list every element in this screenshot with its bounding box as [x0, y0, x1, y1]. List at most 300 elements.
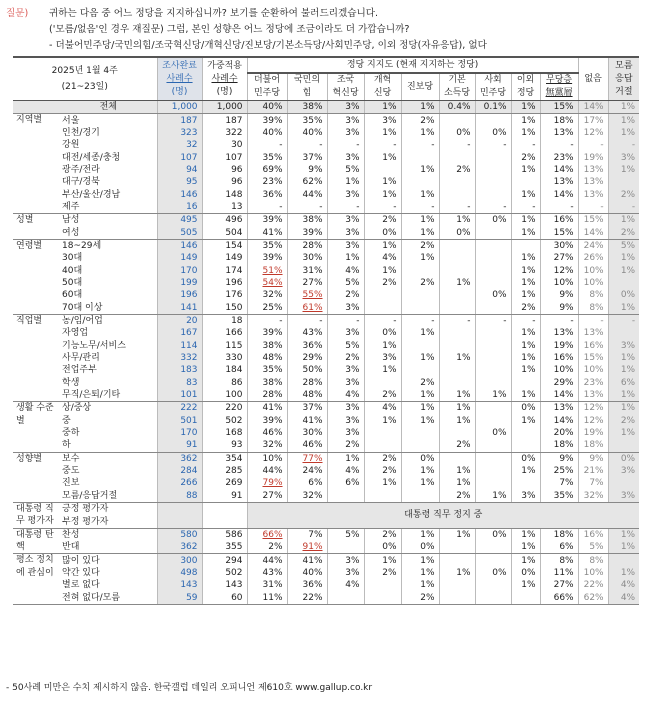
value-cell: 18%: [540, 528, 578, 541]
value-cell: 32%: [247, 439, 287, 452]
value-cell: 2%: [327, 439, 364, 452]
value-cell: 1%: [511, 340, 540, 352]
value-cell: [364, 579, 401, 591]
period-header: [13, 57, 157, 101]
value-cell: 1%: [439, 465, 475, 477]
table-row: [13, 252, 639, 264]
weighted-n-cell: 166: [202, 327, 247, 339]
table-row: [13, 377, 639, 389]
table-row: [13, 528, 639, 541]
value-cell: 1%: [608, 302, 639, 315]
value-cell: 1%: [475, 490, 511, 503]
party-header: 사회 민주당: [475, 73, 511, 101]
row-label: 보수: [62, 453, 80, 464]
value-cell: 23%: [247, 176, 287, 188]
value-cell: 0%: [401, 541, 439, 554]
row-label: 무직/은퇴/기타: [59, 389, 157, 402]
value-cell: -: [578, 139, 608, 151]
complete-n-cell: 141: [157, 302, 202, 315]
party-header: 조국 혁신당: [327, 73, 364, 101]
value-cell: 5%: [327, 340, 364, 352]
value-cell: 3%: [327, 327, 364, 339]
value-cell: 1%: [401, 554, 439, 567]
complete-n-header: 조사완료 사례수 (명): [157, 57, 202, 101]
value-cell: 0%: [364, 226, 401, 239]
value-cell: 21%: [578, 465, 608, 477]
value-cell: [439, 340, 475, 352]
value-cell: 6%: [327, 477, 364, 489]
table-row: [13, 302, 639, 315]
table-row: [13, 327, 639, 339]
value-cell: 1%: [401, 477, 439, 489]
party-header: 이외 정당: [511, 73, 540, 101]
value-cell: 8%: [578, 554, 608, 567]
party-header: 개혁 신당: [364, 73, 401, 101]
value-cell: 9%: [287, 164, 327, 176]
value-cell: 1%: [401, 389, 439, 402]
table-row: [13, 114, 639, 127]
value-cell: 0%: [364, 541, 401, 554]
value-cell: 2%: [401, 377, 439, 389]
value-cell: 3%: [327, 239, 364, 252]
value-cell: [439, 252, 475, 264]
value-cell: 14%: [540, 415, 578, 427]
value-cell: 3%: [608, 490, 639, 503]
value-cell: [439, 151, 475, 163]
value-cell: [475, 452, 511, 465]
row-label: 중도: [62, 466, 80, 477]
weighted-n-cell: 60: [202, 591, 247, 604]
row-label: 반대: [59, 541, 157, 554]
value-cell: -: [578, 314, 608, 327]
value-cell: 1%: [511, 327, 540, 339]
value-cell: 5%: [608, 239, 639, 252]
value-cell: 41%: [287, 415, 327, 427]
row-label: 중: [62, 415, 71, 426]
value-cell: [608, 277, 639, 289]
value-cell: -: [511, 139, 540, 151]
value-cell: 6%: [287, 477, 327, 489]
value-cell: 1%: [475, 389, 511, 402]
value-cell: 3%: [327, 214, 364, 227]
value-cell: 19%: [578, 427, 608, 439]
weighted-n-cell: 502: [202, 567, 247, 579]
value-cell: -: [475, 139, 511, 151]
weighted-n-cell: 96: [202, 176, 247, 188]
complete-n-cell: 187: [157, 114, 202, 127]
value-cell: 16%: [578, 340, 608, 352]
value-cell: 1%: [608, 114, 639, 127]
value-cell: 27%: [247, 490, 287, 503]
value-cell: 22%: [287, 591, 327, 604]
complete-n-cell: 222: [157, 402, 202, 415]
value-cell: [511, 427, 540, 439]
value-cell: [401, 289, 439, 301]
value-cell: 14%: [578, 226, 608, 239]
value-cell: 2%: [364, 567, 401, 579]
value-cell: 39%: [287, 226, 327, 239]
value-cell: 1%: [511, 352, 540, 364]
value-cell: 13%: [578, 164, 608, 176]
value-cell: 1%: [608, 402, 639, 415]
value-cell: 35%: [247, 151, 287, 163]
value-cell: 1%: [608, 252, 639, 264]
complete-n-cell: 20: [157, 314, 202, 327]
complete-n-cell: 300: [157, 554, 202, 567]
value-cell: 40%: [287, 567, 327, 579]
value-cell: 11%: [247, 591, 287, 604]
value-cell: 12%: [578, 127, 608, 139]
period-line: 2025년 1월 4주: [51, 66, 118, 76]
value-cell: 1%: [439, 415, 475, 427]
table-row: [13, 364, 639, 376]
row-label: 대구/경북: [62, 177, 100, 188]
value-cell: [439, 364, 475, 376]
complete-n-cell: 1,000: [157, 101, 202, 114]
value-cell: [475, 239, 511, 252]
value-cell: [439, 579, 475, 591]
table-row: [13, 477, 639, 489]
weighted-n-cell: 93: [202, 439, 247, 452]
weighted-n-header: 가중적용 사례수 (명): [202, 57, 247, 101]
value-cell: [401, 264, 439, 276]
value-cell: 15%: [540, 226, 578, 239]
table-row: [13, 127, 639, 139]
value-cell: 1%: [401, 101, 439, 114]
value-cell: 1%: [511, 252, 540, 264]
highlight-value: 54%: [262, 277, 283, 288]
value-cell: 1%: [511, 188, 540, 200]
weighted-n-cell: 187: [202, 114, 247, 127]
value-cell: 5%: [578, 541, 608, 554]
value-cell: 2%: [364, 465, 401, 477]
value-cell: 1%: [511, 415, 540, 427]
value-cell: 43%: [287, 327, 327, 339]
value-cell: 0%: [511, 567, 540, 579]
value-cell: 1%: [327, 176, 364, 188]
value-cell: 2%: [364, 389, 401, 402]
value-cell: 13%: [540, 176, 578, 188]
weighted-n-cell: 18: [202, 314, 247, 327]
value-cell: -: [475, 314, 511, 327]
value-cell: 10%: [578, 567, 608, 579]
weighted-n-cell: 86: [202, 377, 247, 389]
table-row: [13, 214, 639, 227]
value-cell: [364, 289, 401, 301]
value-cell: [475, 340, 511, 352]
value-cell: [511, 377, 540, 389]
complete-n-cell: 498: [157, 567, 202, 579]
value-cell: 1%: [364, 176, 401, 188]
value-cell: [439, 554, 475, 567]
value-cell: [475, 264, 511, 276]
value-cell: [475, 277, 511, 289]
value-cell: 28%: [287, 377, 327, 389]
value-cell: 7%: [578, 477, 608, 489]
weighted-n-cell: 150: [202, 302, 247, 315]
value-cell: 8%: [540, 554, 578, 567]
value-cell: 1%: [511, 127, 540, 139]
group-label: 대통령 직무 평가자: [13, 503, 59, 529]
value-cell: [475, 151, 511, 163]
value-cell: 32%: [578, 490, 608, 503]
value-cell: [364, 591, 401, 604]
table-row: [13, 239, 639, 252]
value-cell: 15%: [578, 214, 608, 227]
value-cell: 1%: [511, 554, 540, 567]
merged-notice: 대통령 직무 정지 중: [247, 503, 639, 529]
value-cell: [247, 477, 287, 489]
value-cell: [401, 302, 439, 315]
weighted-n-cell: 502: [202, 415, 247, 427]
value-cell: -: [401, 201, 439, 214]
value-cell: 1%: [511, 214, 540, 227]
weighted-n-cell: 504: [202, 226, 247, 239]
value-cell: 1%: [401, 528, 439, 541]
value-cell: [475, 579, 511, 591]
row-label: 진보: [62, 478, 80, 489]
value-cell: 4%: [327, 465, 364, 477]
row-label: 찬성: [62, 529, 80, 540]
value-cell: [511, 176, 540, 188]
value-cell: 35%: [540, 490, 578, 503]
value-cell: 18%: [578, 439, 608, 452]
value-cell: 2%: [364, 452, 401, 465]
value-cell: 10%: [578, 264, 608, 276]
party-header: 기본 소득당: [439, 73, 475, 101]
party-header: 국민의 힘: [287, 73, 327, 101]
row-label: 중하: [62, 428, 80, 439]
value-cell: 5%: [327, 528, 364, 541]
value-cell: 0.1%: [475, 101, 511, 114]
value-cell: 3%: [327, 377, 364, 389]
value-cell: 8%: [578, 302, 608, 315]
value-cell: 38%: [287, 214, 327, 227]
value-cell: [475, 415, 511, 427]
complete-n-cell: [157, 503, 202, 516]
value-cell: 43%: [247, 567, 287, 579]
complete-n-cell: 94: [157, 164, 202, 176]
row-label: 상/중상: [62, 403, 92, 414]
value-cell: [401, 340, 439, 352]
value-cell: 35%: [247, 239, 287, 252]
value-cell: [327, 591, 364, 604]
weighted-n-cell: [202, 503, 247, 516]
row-label: 기능노무/서비스: [62, 340, 126, 351]
value-cell: [439, 327, 475, 339]
value-cell: 2%: [247, 541, 287, 554]
value-cell: 2%: [364, 214, 401, 227]
value-cell: [364, 427, 401, 439]
value-cell: 1%: [401, 465, 439, 477]
question-line: - 더불어민주당/국민의힘/조국혁신당/개혁신당/진보당/기본소득당/사회민주당, 이외 정당(자유응답), 없다: [49, 40, 487, 51]
value-cell: 10%: [578, 364, 608, 376]
value-cell: 1%: [511, 264, 540, 276]
table-row: [13, 402, 639, 415]
highlight-value: 91%: [302, 542, 323, 553]
value-cell: 25%: [540, 465, 578, 477]
value-cell: 0%: [401, 452, 439, 465]
value-cell: 13%: [540, 327, 578, 339]
complete-n-cell: 59: [157, 591, 202, 604]
value-cell: 0%: [475, 427, 511, 439]
value-cell: 31%: [287, 264, 327, 276]
complete-n-cell: 362: [157, 541, 202, 554]
highlight-value: 55%: [302, 290, 323, 301]
value-cell: 39%: [247, 114, 287, 127]
table-row: [13, 289, 639, 301]
value-cell: -: [364, 139, 401, 151]
value-cell: 36%: [287, 579, 327, 591]
value-cell: 5%: [327, 164, 364, 176]
value-cell: [475, 364, 511, 376]
table-row: [13, 452, 639, 465]
value-cell: 0%: [511, 452, 540, 465]
value-cell: 1%: [327, 452, 364, 465]
value-cell: 24%: [578, 239, 608, 252]
group-label: 연령별: [13, 239, 59, 314]
value-cell: 1%: [608, 541, 639, 554]
value-cell: 41%: [247, 402, 287, 415]
value-cell: 1%: [439, 477, 475, 489]
value-cell: 1%: [608, 164, 639, 176]
row-label: 농/임/어업: [62, 316, 103, 327]
value-cell: 4%: [327, 579, 364, 591]
table-row: [13, 164, 639, 176]
value-cell: [608, 176, 639, 188]
complete-n-cell: 323: [157, 127, 202, 139]
value-cell: [247, 528, 287, 541]
value-cell: 2%: [401, 591, 439, 604]
value-cell: 28%: [247, 389, 287, 402]
value-cell: 0%: [364, 327, 401, 339]
value-cell: [287, 302, 327, 315]
row-label: 강원: [62, 140, 80, 151]
value-cell: 1%: [364, 188, 401, 200]
value-cell: 10%: [578, 277, 608, 289]
value-cell: 12%: [578, 415, 608, 427]
value-cell: 1%: [364, 239, 401, 252]
value-cell: -: [327, 139, 364, 151]
value-cell: 15%: [578, 352, 608, 364]
value-cell: 1%: [511, 389, 540, 402]
value-cell: 1%: [401, 188, 439, 200]
question-line: ('모름/없음'인 경우 재질문) 그럼, 본인 성향은 어느 정당에 조금이라도 더 가깝습니까?: [49, 24, 410, 35]
row-label: 50대: [62, 277, 83, 288]
none-header: 없음: [578, 57, 608, 101]
row-label: 학생: [62, 377, 80, 388]
value-cell: 35%: [287, 114, 327, 127]
value-cell: 14%: [540, 164, 578, 176]
value-cell: 3%: [364, 352, 401, 364]
value-cell: [475, 114, 511, 127]
value-cell: [401, 490, 439, 503]
value-cell: 13%: [578, 188, 608, 200]
value-cell: 3%: [327, 226, 364, 239]
table-row: [13, 439, 639, 452]
value-cell: 44%: [247, 554, 287, 567]
value-cell: 69%: [247, 164, 287, 176]
value-cell: -: [327, 201, 364, 214]
value-cell: 13%: [540, 127, 578, 139]
value-cell: -: [540, 201, 578, 214]
value-cell: 2%: [327, 289, 364, 301]
weighted-n-cell: 184: [202, 364, 247, 376]
value-cell: [364, 302, 401, 315]
weighted-n-cell: 294: [202, 554, 247, 567]
value-cell: [247, 264, 287, 276]
value-cell: 24%: [287, 465, 327, 477]
value-cell: 1%: [608, 101, 639, 114]
table-row: [13, 151, 639, 163]
value-cell: 2%: [608, 188, 639, 200]
question-label: 질문): [6, 8, 29, 19]
value-cell: -: [608, 201, 639, 214]
value-cell: 17%: [578, 114, 608, 127]
value-cell: [401, 176, 439, 188]
value-cell: 0%: [439, 127, 475, 139]
value-cell: 0.4%: [439, 101, 475, 114]
value-cell: [475, 226, 511, 239]
highlight-value: 79%: [262, 478, 283, 489]
highlight-value: 61%: [302, 302, 323, 313]
value-cell: [439, 377, 475, 389]
party-header: 무당층 無黨層: [540, 73, 578, 101]
value-cell: 14%: [578, 101, 608, 114]
value-cell: [439, 176, 475, 188]
value-cell: 1%: [511, 114, 540, 127]
table-row: [13, 352, 639, 364]
value-cell: [475, 554, 511, 567]
value-cell: 30%: [287, 252, 327, 264]
value-cell: -: [608, 314, 639, 327]
row-label: 모름/응답거절: [59, 490, 157, 503]
value-cell: 15%: [540, 101, 578, 114]
value-cell: 0%: [475, 567, 511, 579]
value-cell: 10%: [540, 277, 578, 289]
value-cell: -: [511, 201, 540, 214]
value-cell: 1%: [439, 567, 475, 579]
value-cell: 2%: [364, 528, 401, 541]
value-cell: 1%: [608, 427, 639, 439]
value-cell: 3%: [327, 127, 364, 139]
value-cell: 20%: [540, 427, 578, 439]
value-cell: 29%: [287, 352, 327, 364]
value-cell: 1%: [439, 402, 475, 415]
table-row: [13, 201, 639, 214]
value-cell: [439, 188, 475, 200]
value-cell: 3%: [327, 554, 364, 567]
complete-n-cell: 114: [157, 340, 202, 352]
value-cell: 29%: [540, 377, 578, 389]
table-row: [13, 226, 639, 239]
row-label: 여성: [59, 226, 157, 239]
value-cell: 0%: [439, 226, 475, 239]
value-cell: -: [578, 201, 608, 214]
group-label: 평소 정치에 관심이: [13, 554, 59, 604]
complete-n-cell: 107: [157, 151, 202, 163]
value-cell: 2%: [401, 239, 439, 252]
value-cell: [475, 541, 511, 554]
value-cell: 41%: [247, 226, 287, 239]
value-cell: 66%: [540, 591, 578, 604]
value-cell: -: [475, 201, 511, 214]
value-cell: [511, 239, 540, 252]
value-cell: [439, 289, 475, 301]
value-cell: 46%: [247, 427, 287, 439]
complete-n-cell: 16: [157, 201, 202, 214]
group-label: 직업별: [13, 314, 59, 401]
